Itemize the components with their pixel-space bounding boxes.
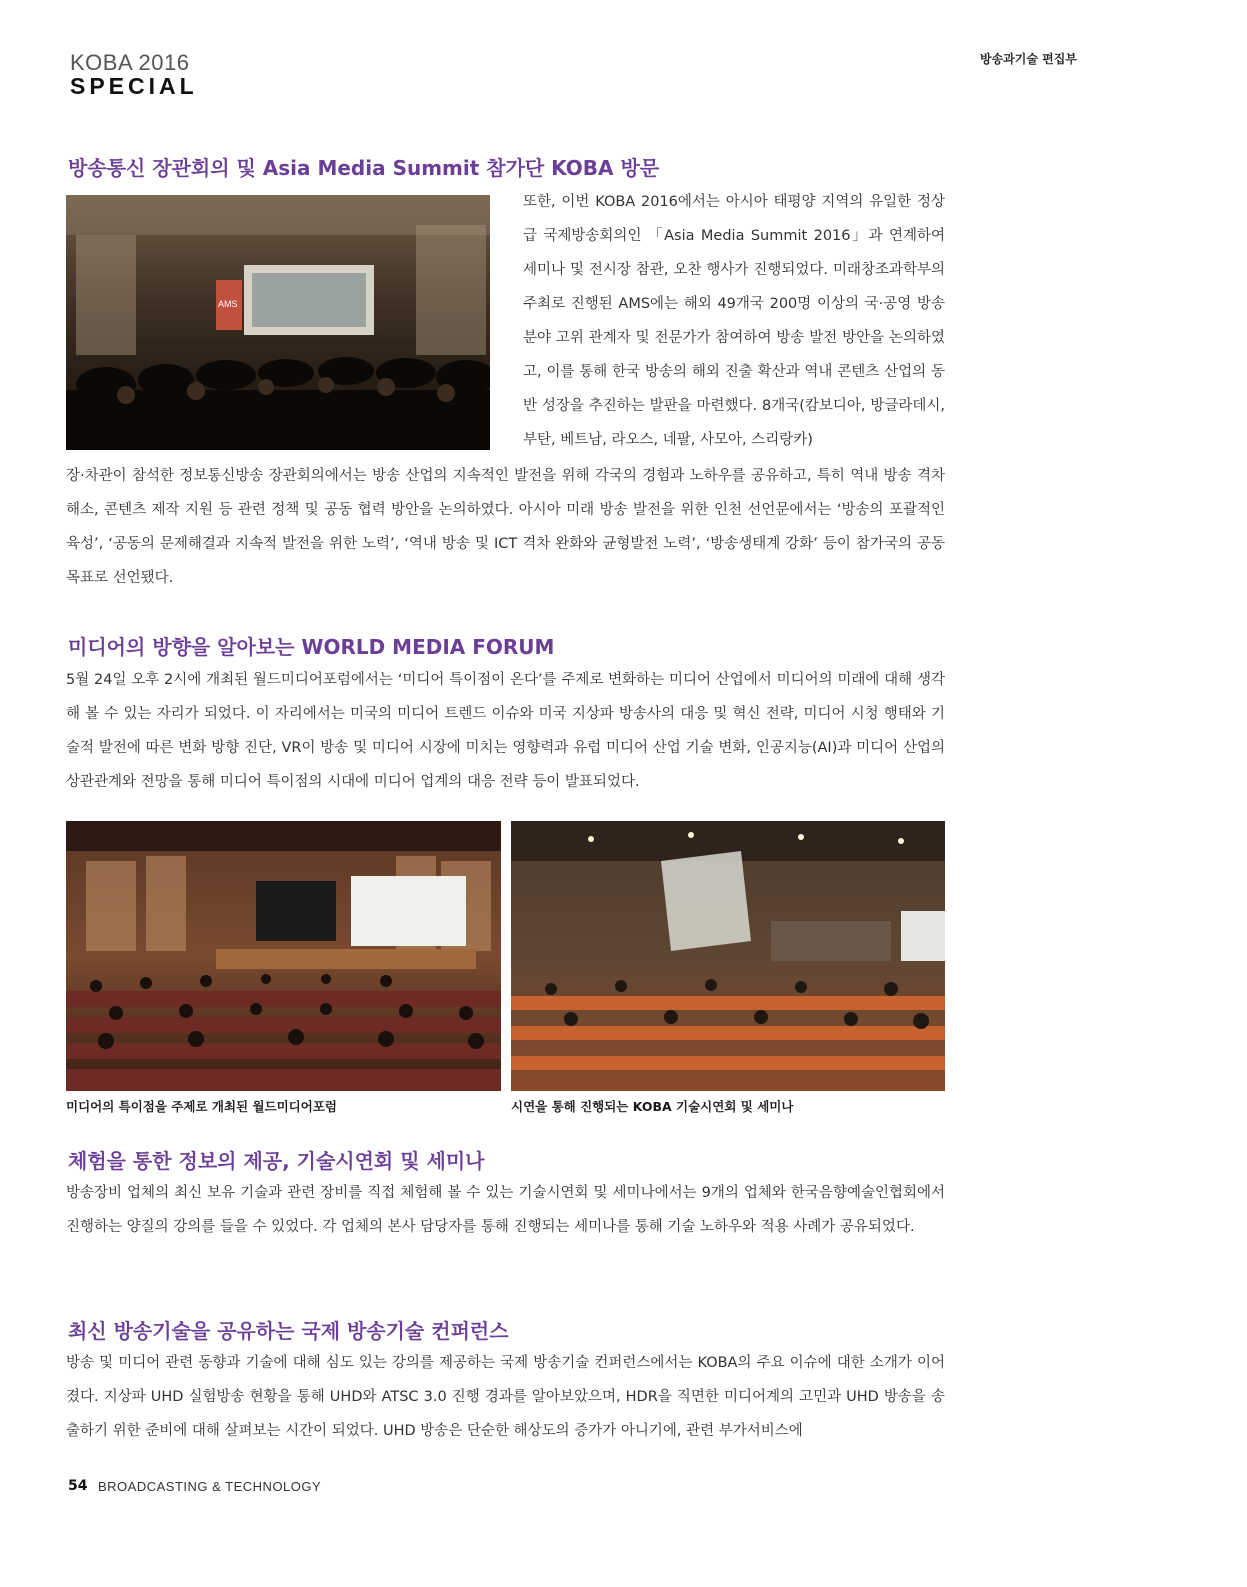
brand-title: KOBA 2016 bbox=[70, 50, 190, 75]
section2-heading: 미디어의 방향을 알아보는 WORLD MEDIA FORUM bbox=[68, 635, 555, 659]
caption-left: 미디어의 특이점을 주제로 개최된 월드미디어포럼 bbox=[66, 1099, 337, 1114]
tech-seminar-photo bbox=[511, 821, 945, 1091]
section3-paragraph: 방송장비 업체의 최신 보유 기술과 관련 장비를 직접 체험해 볼 수 있는 기술시연회 및 세미나에서는 9개의 업체와 한국음향예술인협회에서 진행하는 양질의 강의를 들을 수 있었다. 각 업체의 본사 담당자를 통해 진행되는 세미나를 통해 기술 노하우와 적용 사례가 공유되었다. bbox=[66, 1185, 945, 1235]
section4-heading: 최신 방송기술을 공유하는 국제 방송기술 컨퍼런스 bbox=[68, 1319, 509, 1343]
magazine-title: BROADCASTING & TECHNOLOGY bbox=[98, 1479, 322, 1494]
section1-heading: 방송통신 장관회의 및 Asia Media Summit 참가단 KOBA 방문 bbox=[68, 156, 660, 180]
author-credit: 방송과기술 편집부 bbox=[980, 52, 1077, 66]
page-number: 54 bbox=[68, 1478, 88, 1494]
section4-paragraph: 방송 및 미디어 관련 동향과 기술에 대해 심도 있는 강의를 제공하는 국제 방송기술 컨퍼런스에서는 KOBA의 주요 이슈에 대한 소개가 이어졌다. 지상파 UHD 실험방송 현황을 통해 UHD와 ATSC 3.0 진행 경과를 알아보았으며, HDR을 직면한 미디어계의 고민과 UHD 방송을 송출하기 위한 준비에 대해 살펴보는 시간이 되었다. UHD 방송은 단순한 해상도의 증가가 아니기에, 관련 부가서비스에 bbox=[66, 1355, 945, 1439]
section1-paragraph-top: 또한, 이번 KOBA 2016에서는 아시아 태평양 지역의 유일한 정상급 국제방송회의인 「Asia Media Summit 2016」과 연계하여 세미나 및 전시장 참관, 오찬 행사가 진행되었다. 미래창조과학부의 주최로 진행된 AMS에는 해외 49개국 200명 이상의 국·공영 방송분야 고위 관계자 및 전문가가 참여하여 방송 발전 방안을 논의하였고, 이를 통해 한국 방송의 해외 진출 확산과 역내 콘텐츠 산업의 동반 성장을 추진하는 발판을 마련했다. 8개국(캄보디아, 방글라데시, 부탄, 베트남, 라오스, 네팔, 사모아, 스리랑카) bbox=[523, 194, 945, 448]
caption-right: 시연을 통해 진행되는 KOBA 기술시연회 및 세미나 bbox=[511, 1099, 794, 1114]
world-media-forum-photo bbox=[66, 821, 501, 1091]
brand-subtitle: SPECIAL bbox=[70, 73, 198, 99]
ams-conference-photo bbox=[66, 195, 490, 450]
ams-screen-label: AMS bbox=[218, 299, 238, 309]
section1-paragraph-bottom: 장·차관이 참석한 정보통신방송 장관회의에서는 방송 산업의 지속적인 발전을 위해 각국의 경험과 노하우를 공유하고, 특히 역내 방송 격차 해소, 콘텐츠 제작 지원 등 관련 정책 및 공동 협력 방안을 논의하였다. 아시아 미래 방송 발전을 위한 인천 선언문에서는 ‘방송의 포괄적인 육성’, ‘공동의 문제해결과 지속적 발전을 위한 노력’, ‘역내 방송 및 ICT 격차 완화와 균형발전 노력’, ‘방송생태계 강화’ 등이 참가국의 공동 목표로 선언됐다. bbox=[66, 468, 945, 586]
section2-paragraph: 5월 24일 오후 2시에 개최된 월드미디어포럼에서는 ‘미디어 특이점이 온다’를 주제로 변화하는 미디어 산업에서 미디어의 미래에 대해 생각해 볼 수 있는 자리가 되었다. 이 자리에서는 미국의 미디어 트렌드 이슈와 미국 지상파 방송사의 대응 및 혁신 전략, 미디어 시청 행태와 기술적 발전에 따른 변화 방향 진단, VR이 방송 및 미디어 시장에 미치는 영향력과 유럽 미디어 산업 기술 변화, 인공지능(AI)과 미디어 산업의 상관관계와 전망을 통해 미디어 특이점의 시대에 미디어 업계의 대응 전략 등이 발표되었다. bbox=[66, 672, 945, 790]
section3-heading: 체험을 통한 정보의 제공, 기술시연회 및 세미나 bbox=[68, 1149, 485, 1173]
